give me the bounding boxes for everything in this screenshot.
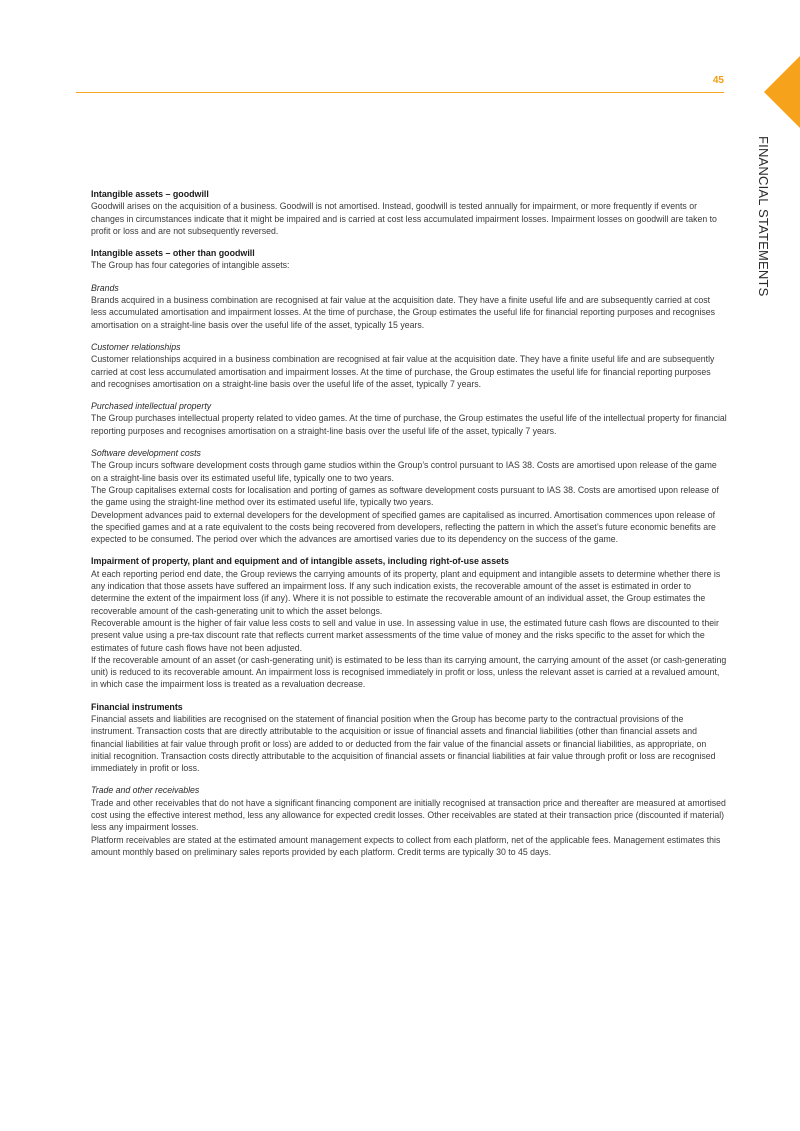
header-rule [76,92,724,93]
financial-instruments-heading: Financial instruments [91,701,183,712]
impairment-text-3: If the recoverable amount of an asset (or cash-generating unit) is estimated to be less than its carrying amount, the carrying amount of the asset (or cash-generating unit) is reduced to its recoverable amount. An impairment loss is recognised immediately in profit or loss, unless the relevant asset is carried at a revalued amount, in which case the impairment loss is treated as a revaluation decrease. [91,654,727,690]
brands-subheading: Brands [91,282,119,293]
section-side-label: FINANCIAL STATEMENTS [756,136,771,297]
software-dev-subheading: Software development costs [91,448,201,459]
impairment-text-2: Recoverable amount is the higher of fair value less costs to sell and value in use. In assessing value in use, the estimated future cash flows are discounted to their present value using a pre-tax discount rate that reflects current market assessments of the time value of money and the risks specific to the asset for which the estimates of future cash flows have not been adjusted. [91,617,719,653]
software-dev-text-1: The Group incurs software development costs through game studios within the Group’s control pursuant to IAS 38. Costs are amortised upon release of the game on a straight-line basis over its estimated useful life, typically one to two years. [91,460,717,483]
financial-instruments-text: Financial assets and liabilities are recognised on the statement of financial position when the Group has become party to the contractual provisions of the instrument. Transaction costs that are directly attributable to the acquisition or issue of financial assets and financial liabilities (other than financial assets and financial liabilities at fair value through profit or loss) are added to or deducted from the fair value of the financial assets or financial liabilities, as appropriate, on initial recognition. Transaction costs directly attributable to the acquisition of financial assets or financial liabilities at fair value through profit or loss are recognised immediately in profit or loss. [91,713,716,774]
purchased-ip-subheading: Purchased intellectual property [91,401,212,412]
trade-receivables-subheading: Trade and other receivables [91,785,200,796]
customer-relationships-text: Customer relationships acquired in a business combination are recognised at fair value at the acquisition date. They have a finite useful life and are subsequently carried at cost less accumulated amortisation and impairment losses. At the time of purchase, the Group estimates the useful life for financial reporting purposes and recognises amortisation on a straight-line basis over the useful life of the asset, typically 7 years. [91,354,715,389]
goodwill-text: Goodwill arises on the acquisition of a business. Goodwill is not amortised. Instead, goodwill is tested annually for impairment, or more frequently if events or changes in circumstances indicate that it might be impaired and is carried at cost less accumulated impairment losses. Impairment losses on goodwill are taken to profit or loss and are not subsequently reversed. [91,201,717,236]
software-dev-section [91,447,727,545]
impairment-text-1: At each reporting period end date, the Group reviews the carrying amounts of its property, plant and equipment and intangible assets to determine whether there is any indication that those assets have suffered an impairment loss. If any such indication exists, the recoverable amount of the asset is estimated in order to determine the extent of the impairment loss (if any). Where it is not possible to estimate the recoverable amount of an individual asset, the Group estimates the recoverable amount of the cash-generating unit to which the asset belongs. [91,568,721,616]
purchased-ip-text: The Group purchases intellectual property related to video games. At the time of purchase, the Group estimates the useful life of the intellectual property for financial reporting purposes and recognises amortisation on a straight-line basis over the useful life of the asset, typically 7 years. [91,413,727,436]
impairment-section [91,555,727,690]
other-intangibles-section [91,247,727,272]
page-number: 45 [712,75,724,86]
impairment-heading: Impairment of property, plant and equipment and of intangible assets, including right-of-use assets [91,556,509,567]
trade-receivables-text-1: Trade and other receivables that do not have a significant financing component are initially recognised at transaction price and thereafter are measured at amortised cost using the effective interest method, less any allowance for expected credit losses. Other receivables are stated at their transaction price (discounted if material) less any impairment losses. [91,797,726,833]
financial-instruments-section [91,701,727,775]
corner-tab-decoration [764,55,800,129]
software-dev-text-2: The Group capitalises external costs for localisation and porting of games as software development costs pursuant to IAS 38. Costs are amortised upon release of the game using the straight‐line method over its estimated useful life, typically two years. [91,484,719,508]
trade-receivables-section [91,784,727,858]
software-dev-text-3: Development advances paid to external developers for the development of specified games are capitalised as incurred. Amortisation commences upon release of the specified games and at a rate equivalent to the costs being recovered from developers, reflecting the pattern in which the asset’s future economic benefits are expected to be consumed. The period over which the advances are amortised varies due to its dependency on the success of the game. [91,509,716,545]
customer-relationships-subheading: Customer relationships [91,341,181,352]
other-intangibles-text: The Group has four categories of intangible assets: [91,260,290,271]
brands-section [91,282,727,331]
customer-relationships-section [91,341,727,390]
goodwill-section [91,188,727,237]
goodwill-heading: Intangible assets – goodwill [91,189,209,199]
other-intangibles-heading: Intangible assets – other than goodwill [91,248,255,259]
brands-text: Brands acquired in a business combination are recognised at fair value at the acquisition date. They have a finite useful life and are subsequently carried at cost less accumulated amortisation and impairment losses. At the time of purchase, the Group estimates the useful life for financial reporting purposes and recognises amortisation on a straight-line basis over the useful life of the asset, typically 15 years. [91,295,716,330]
trade-receivables-text-2: Platform receivables are stated at the estimated amount management expects to collect from each platform, net of the applicable fees. Management estimates this amount monthly based on preliminary sales reports provided by each platform. Credit terms are typically 30 to 45 days. [91,834,721,857]
purchased-ip-section [91,400,727,437]
document-body [91,188,727,868]
